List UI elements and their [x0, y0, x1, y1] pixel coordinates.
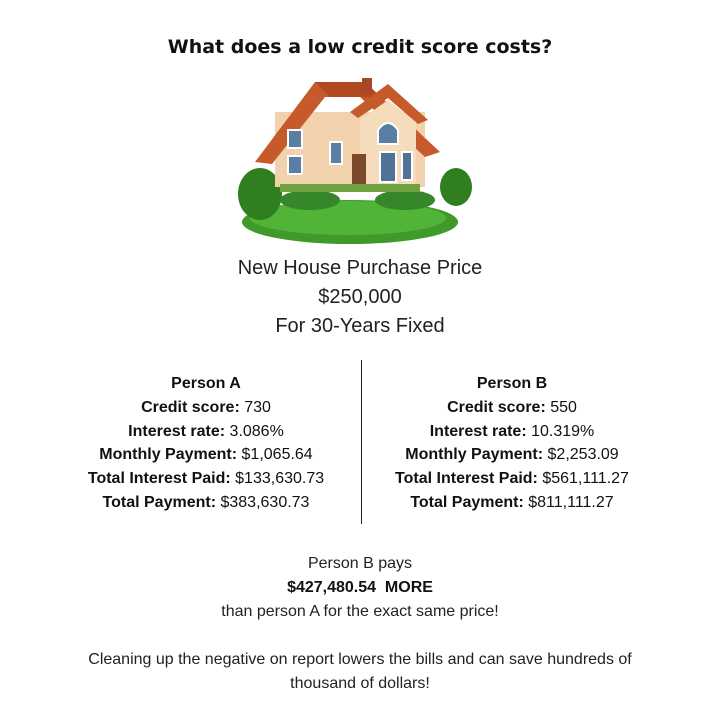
person-a-interest [56, 467, 356, 491]
monthly-label: Monthly Payment: [99, 446, 238, 464]
summary-amount: $427,480.54 MORE [287, 579, 433, 596]
person-b-rate [362, 420, 662, 444]
monthly-label: Monthly Payment: [405, 446, 544, 464]
total-value: $383,630.73 [216, 493, 310, 511]
person-b-interest [362, 467, 662, 491]
footer-note: Cleaning up the negative on report lowers the bills and can save hundreds of thousand of dollars! [88, 651, 632, 692]
monthly-value: $1,065.64 [237, 446, 313, 464]
rate-value: 3.086% [225, 422, 284, 440]
person-b-column [362, 372, 662, 515]
rate-label: Interest rate: [429, 422, 527, 440]
house-icon [230, 72, 480, 250]
credit-label: Credit score: [141, 398, 240, 416]
interest-label: Total Interest Paid: [87, 470, 231, 488]
person-a-rate [56, 420, 356, 444]
person-a-credit [56, 396, 356, 420]
house-illustration [230, 72, 480, 250]
credit-value: 730 [239, 398, 271, 416]
interest-value: $133,630.73 [230, 470, 325, 488]
interest-value: $561,111.27 [537, 470, 629, 488]
person-b-credit [362, 396, 662, 420]
loan-term: For 30-Years Fixed [275, 315, 445, 337]
monthly-value: $2,253.09 [543, 446, 619, 464]
rate-value: 10.319% [526, 422, 595, 440]
summary-line-3: than person A for the exact same price! [221, 603, 499, 620]
interest-label: Total Interest Paid: [395, 470, 538, 488]
purchase-info [0, 254, 720, 341]
summary-line-1: Person B pays [307, 555, 413, 572]
person-b-name: Person B [476, 375, 548, 392]
credit-value: 550 [545, 398, 577, 416]
total-label: Total Payment: [102, 493, 217, 511]
person-a-column [56, 372, 356, 515]
total-value: $811,111.27 [523, 493, 614, 511]
total-label: Total Payment: [410, 493, 524, 511]
purchase-label: New House Purchase Price [237, 257, 483, 279]
page-title: What does a low credit score costs? [167, 36, 553, 58]
person-a-name: Person A [171, 375, 241, 392]
purchase-price: $250,000 [318, 286, 402, 308]
rate-label: Interest rate: [128, 422, 226, 440]
person-a-monthly [56, 443, 356, 467]
summary-block [0, 552, 720, 624]
person-b-monthly [362, 443, 662, 467]
credit-label: Credit score: [447, 398, 546, 416]
person-a-total [56, 491, 356, 515]
person-b-total [362, 491, 662, 515]
